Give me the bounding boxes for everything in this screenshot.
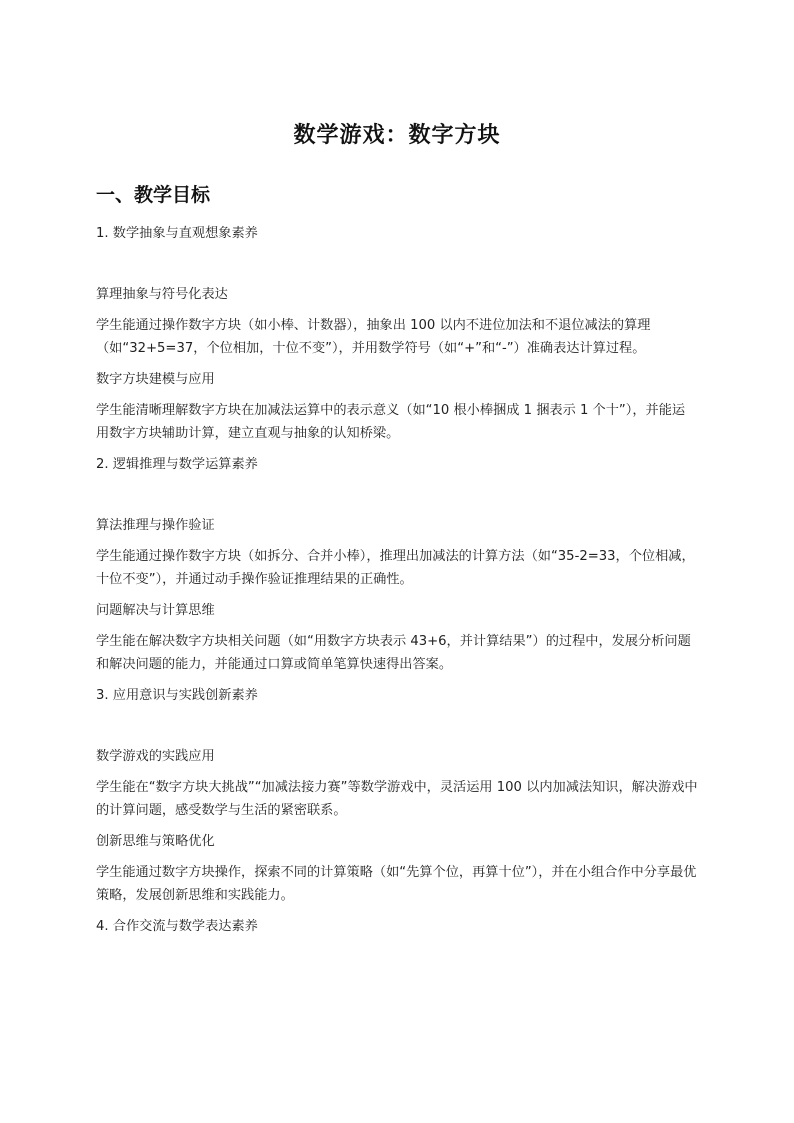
goal-subheading: 创新思维与策略优化 bbox=[96, 834, 215, 849]
goal-paragraph: 学生能通过数字方块操作，探索不同的计算策略（如“先算个位，再算十位”），并在小组合作中分享最优策略，发展创新思维和实践能力。 bbox=[96, 865, 697, 903]
goal-paragraph: 学生能在解决数字方块相关问题（如“用数字方块表示 43+6，并计算结果”）的过程中，发展分析问题和解决问题的能力，并能通过口算或简单笔算快速得出答案。 bbox=[96, 634, 691, 672]
document-body bbox=[96, 222, 698, 946]
goal-subheading: 算法推理与操作验证 bbox=[96, 518, 215, 533]
goal-heading: 3. 应用意识与实践创新素养 bbox=[96, 688, 258, 703]
goal-subheading: 算理抽象与符号化表达 bbox=[96, 287, 228, 302]
goal-heading: 4. 合作交流与数学表达素养 bbox=[96, 919, 258, 934]
goal-paragraph: 学生能通过操作数字方块（如小棒、计数器），抽象出 100 以内不进位加法和不退位减法的算理（如“32+5=37，个位相加，十位不变”），并用数学符号（如“+”和“-”）准确表达计算过程。 bbox=[96, 318, 651, 356]
goal-subheading: 数学游戏的实践应用 bbox=[96, 749, 215, 764]
goal-heading: 1. 数学抽象与直观想象素养 bbox=[96, 226, 258, 241]
section-heading: 一、教学目标 bbox=[96, 184, 211, 206]
goal-paragraph: 学生能清晰理解数字方块在加减法运算中的表示意义（如“10 根小棒捆成 1 捆表示 1 个十”），并能运用数字方块辅助计算，建立直观与抽象的认知桥梁。 bbox=[96, 403, 686, 441]
document-title: 数学游戏：数字方块 bbox=[293, 123, 501, 148]
goal-paragraph: 学生能在“数字方块大挑战”“加减法接力赛”等数学游戏中，灵活运用 100 以内加减法知识，解决游戏中的计算问题，感受数学与生活的紧密联系。 bbox=[96, 780, 698, 818]
goal-subheading: 问题解决与计算思维 bbox=[96, 603, 215, 618]
goal-subheading: 数字方块建模与应用 bbox=[96, 372, 215, 387]
goal-heading: 2. 逻辑推理与数学运算素养 bbox=[96, 457, 258, 472]
goal-paragraph: 学生能通过操作数字方块（如拆分、合并小棒），推理出加减法的计算方法（如“35-2=33，个位相减，十位不变”），并通过动手操作验证推理结果的正确性。 bbox=[96, 549, 695, 587]
